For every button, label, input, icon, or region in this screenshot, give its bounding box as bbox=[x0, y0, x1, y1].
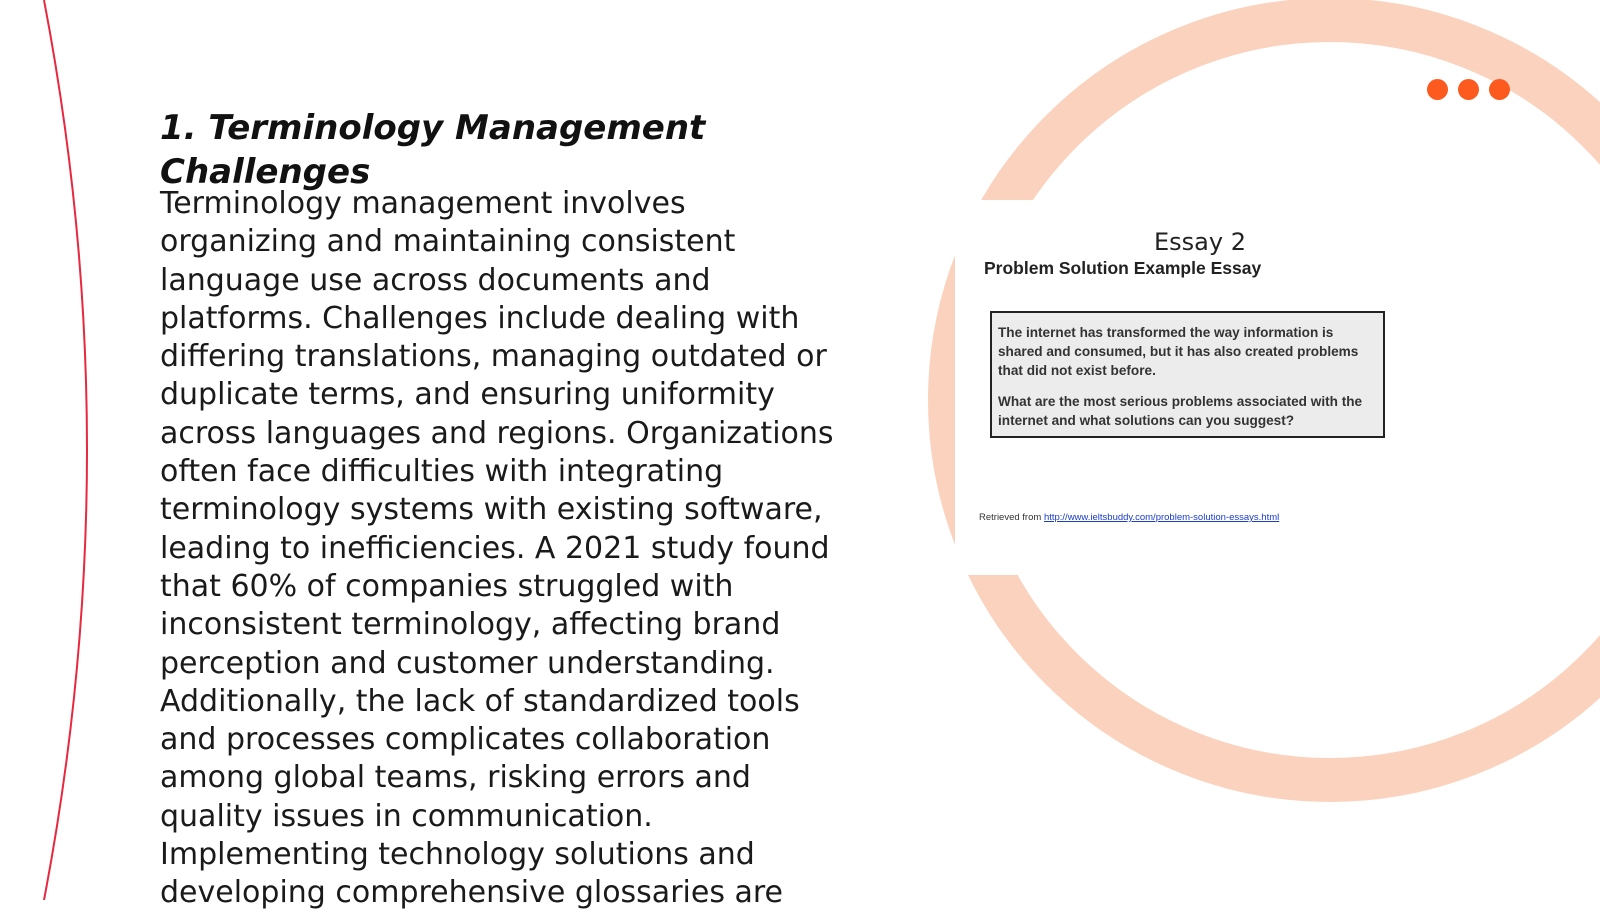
slide-title: 1. Terminology Management Challenges bbox=[160, 108, 706, 192]
essay-subheading: Problem Solution Example Essay bbox=[984, 258, 1262, 278]
dot-icon bbox=[1458, 79, 1479, 100]
dot-icon bbox=[1489, 79, 1510, 100]
prompt-question: What are the most serious problems associated with the internet and what solutions can you suggest? bbox=[998, 394, 1363, 428]
left-curve-line bbox=[44, 0, 87, 900]
prompt-statement: The internet has transformed the way information is shared and consumed, but it has also created problems that did not exist before. bbox=[998, 325, 1359, 378]
essay-heading: Essay 2 bbox=[1154, 228, 1246, 256]
source-prefix: Retrieved from bbox=[979, 512, 1044, 523]
slide-body-text: Terminology management involves organizing and maintaining consistent language use across documents and platforms. Challenges include dealing with differing translations, managing outdated or duplicate terms, and ensuring uniformity across languages and regions. Organizations often face difficulties with integrating terminology systems with existing software, leading to inefficiencies. A 2021 study found that 60% of companies struggled with inconsistent terminology, affecting brand perception and customer understanding. Additionally, the lack of standardized tools and processes complicates collaboration among global teams, risking errors and quality issues in communication. Implementing technology solutions and developing comprehensive glossaries are bbox=[160, 186, 834, 911]
essay-prompt-box bbox=[990, 311, 1385, 438]
dot-icon bbox=[1427, 79, 1448, 100]
three-dots-icon[interactable] bbox=[1427, 79, 1510, 100]
source-citation bbox=[979, 512, 1279, 523]
essay-screenshot bbox=[955, 200, 1435, 575]
source-link[interactable]: http://www.ieltsbuddy.com/problem-solution-essays.html bbox=[1043, 512, 1280, 523]
